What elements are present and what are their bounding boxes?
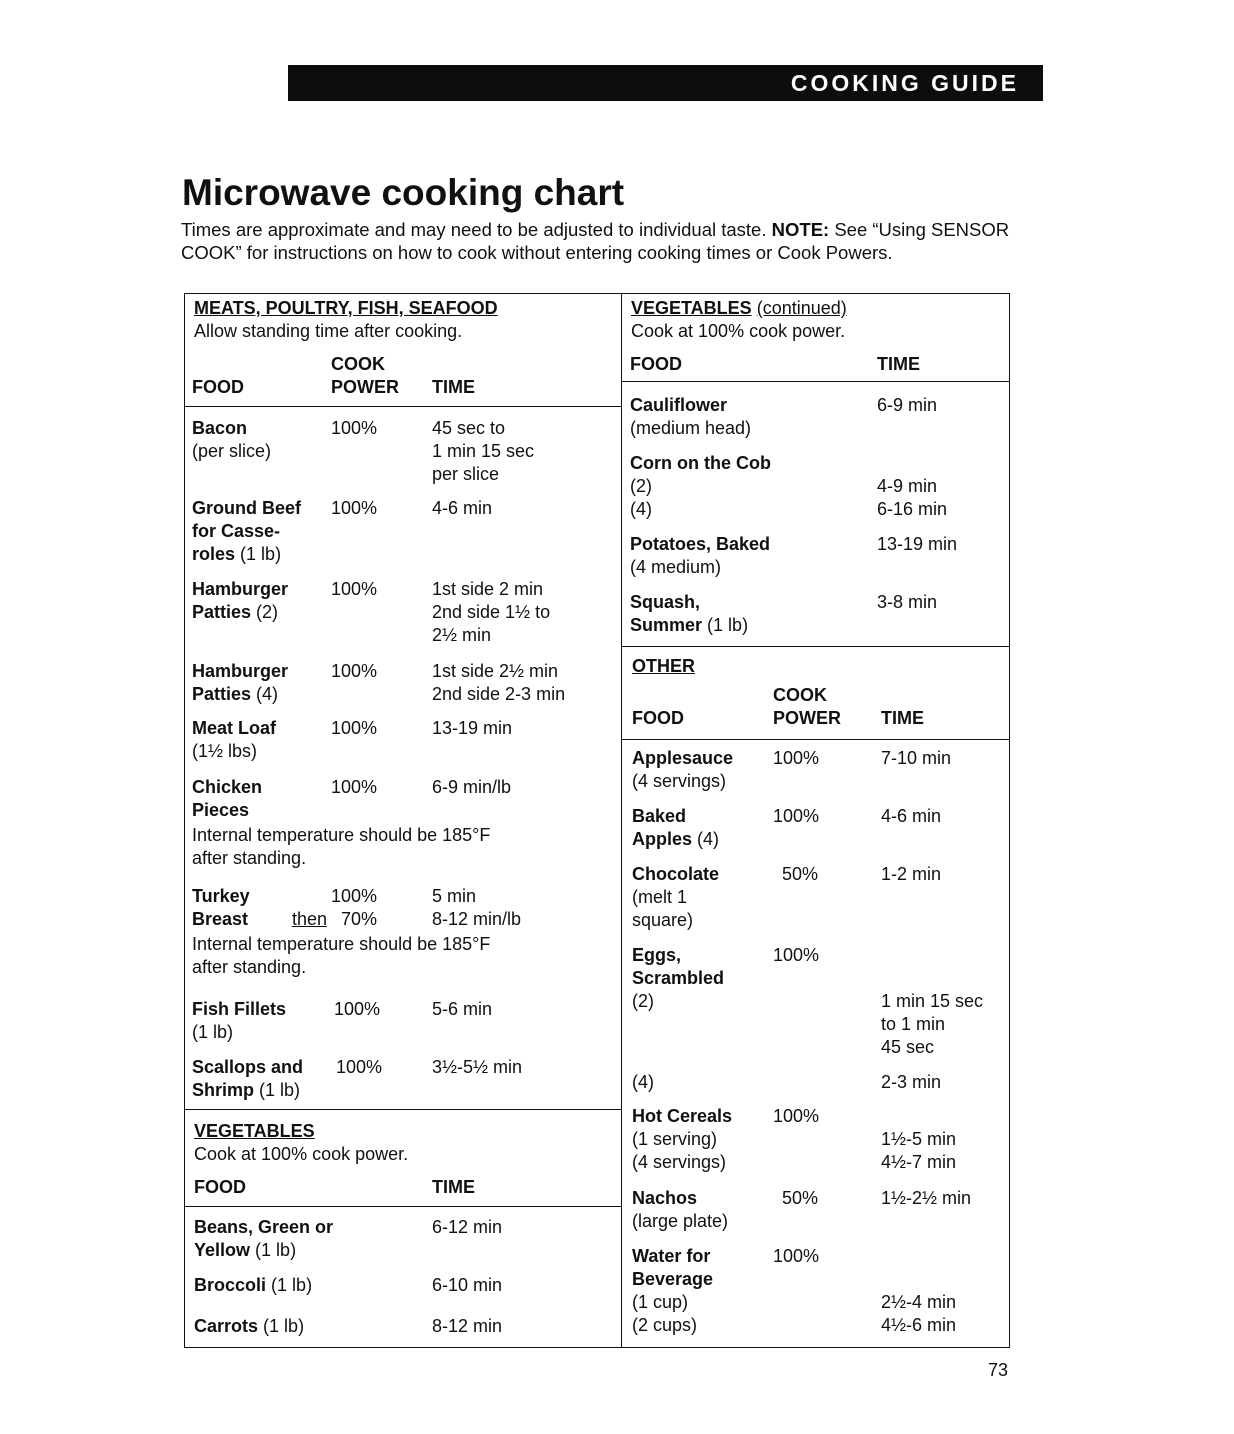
cook-time: 1½-2½ min [881,1188,972,1208]
food-qty: (4 servings) [632,771,727,791]
meats-section-title: MEATS, POULTRY, FISH, SEAFOOD [194,298,498,318]
cook-time: 6-9 min [877,395,938,415]
food-qty: (1 lb) [263,1316,305,1336]
cook-time: 6-10 min [432,1275,503,1295]
cook-time: 8-12 min/lb [432,909,522,929]
page-number: 73 [988,1360,1009,1380]
food-name: Breast [192,909,249,929]
food-name: Pieces [192,800,250,820]
food-name: Corn on the Cob [630,453,771,473]
intro-text-1: Times are approximate and may need to be adjusted to individual taste. [181,219,767,240]
cook-power: 50% [782,1188,819,1208]
cook-power: 100% [336,1057,383,1077]
vegetables-col-time: TIME [432,1177,475,1197]
food-qty: (4) [697,829,720,849]
food-name-row [194,1274,312,1297]
food-name-row [192,601,278,624]
food-qty: (1 serving) [632,1129,718,1149]
food-qty: (4 medium) [630,557,722,577]
cook-time: 7-10 min [881,748,952,768]
food-name: Fish Fillets [192,999,287,1019]
cook-time: 1-2 min [881,864,942,884]
cook-power: 100% [773,1106,820,1126]
food-name: Cauliflower [630,395,728,415]
cook-power: 70% [341,909,378,929]
cook-power: 50% [782,864,819,884]
vegetables-header-rule [185,1206,621,1207]
food-note: Internal temperature should be 185°F [192,825,491,845]
food-qty: (4) [632,1072,654,1092]
cook-time: 3½-5½ min [432,1057,523,1077]
cook-time: 1st side 2 min [432,579,544,599]
cook-power: 100% [773,748,820,768]
meats-col-cook: COOK [331,354,385,374]
food-name: Carrots [194,1316,259,1336]
food-qty: (1 lb) [707,615,749,635]
food-name: Scrambled [632,968,725,988]
page-title: Microwave cooking chart [182,172,625,213]
food-name: Yellow [194,1240,251,1260]
food-name: Summer [630,615,703,635]
food-name-row [192,1079,300,1102]
vegetables-section-title: VEGETABLES [194,1121,315,1141]
food-qty: (4) [630,499,652,519]
food-name: Apples [632,829,693,849]
food-qty: (large plate) [632,1211,729,1231]
cook-time: 4-6 min [432,498,493,518]
vegetables-note: Cook at 100% cook power. [194,1144,409,1164]
cook-time: 2½-4 min [881,1292,957,1312]
food-name: Hamburger [192,661,289,681]
cook-time: 6-12 min [432,1217,503,1237]
food-name: Hot Cereals [632,1106,733,1126]
cook-time: to 1 min [881,1014,946,1034]
food-name-row [194,1315,304,1338]
food-name: Beverage [632,1269,714,1289]
vegetables-col-food: FOOD [194,1177,246,1197]
food-qty: (1 lb) [255,1240,297,1260]
food-name: Bacon [192,418,248,438]
meats-col-power: POWER [331,377,400,397]
food-qty: (medium head) [630,418,752,438]
cook-time: 6-16 min [877,499,948,519]
cook-time: 1 min 15 sec [881,991,984,1011]
food-name: Hamburger [192,579,289,599]
food-name: for Casse- [192,521,281,541]
food-qty: (1½ lbs) [192,741,258,761]
food-name: Eggs, [632,945,682,965]
vegcont-note: Cook at 100% cook power. [631,321,846,341]
meats-header-rule [185,406,621,407]
food-name: Patties [192,602,252,622]
food-name: Squash, [630,592,701,612]
food-note: after standing. [192,848,307,868]
food-name: Water for [632,1246,711,1266]
food-qty: (1 cup) [632,1292,689,1312]
vegetables-section-rule [185,1109,621,1110]
cook-time: 4½-6 min [881,1315,957,1335]
cook-time: 1½-5 min [881,1129,957,1149]
food-name: roles [192,544,236,564]
food-name: Turkey [192,886,250,906]
food-qty: (4) [256,684,279,704]
intro-note-label: NOTE: [771,219,830,240]
food-qty: (1 lb) [240,544,282,564]
food-name: Applesauce [632,748,734,768]
cook-time: 2nd side 1½ to [432,602,551,622]
food-qty: (2) [630,476,652,496]
food-name: Scallops and [192,1057,304,1077]
other-section-title: OTHER [632,656,695,676]
intro-text-2: See “Using SENSOR COOK” for instructions on how to cook without entering cooking times or Cook Powers. [181,219,1010,263]
other-col-power: POWER [773,708,842,728]
cooking-chart-table [184,293,1010,1348]
cook-power: 100% [331,777,378,797]
cook-power: 100% [331,718,378,738]
food-qty: (per slice) [192,441,272,461]
cook-time: 13-19 min [432,718,513,738]
cook-time: 8-12 min [432,1316,503,1336]
food-qty: (4 servings) [632,1152,727,1172]
food-note: after standing. [192,957,307,977]
vegcont-header-rule [621,381,1009,382]
other-col-cook: COOK [773,685,827,705]
food-name-row [192,683,278,706]
food-qty: (2 cups) [632,1315,698,1335]
cook-time: 3-8 min [877,592,938,612]
food-name: Beans, Green or [194,1217,334,1237]
meats-col-time: TIME [432,377,475,397]
other-col-time: TIME [881,708,924,728]
vegcont-continued: (continued) [756,298,847,318]
food-name: Shrimp [192,1080,255,1100]
cook-time: 4½-7 min [881,1152,957,1172]
cook-power: 100% [773,806,820,826]
food-name-row [630,614,748,637]
food-name: Meat Loaf [192,718,277,738]
cook-time: 2½ min [432,625,492,645]
other-section-rule [621,646,1009,647]
then-label: then [292,909,328,929]
food-qty: (1 lb) [271,1275,313,1295]
cook-time: 4-9 min [877,476,938,496]
column-divider [621,294,622,1347]
food-name: Ground Beef [192,498,302,518]
cook-time: 45 sec to [432,418,506,438]
cook-power: 100% [331,886,378,906]
food-name-row [632,828,719,851]
meats-col-food: FOOD [192,377,244,397]
other-header-rule [621,739,1009,740]
food-name: Chocolate [632,864,720,884]
cook-time: 4-6 min [881,806,942,826]
food-name: Nachos [632,1188,698,1208]
vegcont-title: VEGETABLES [631,298,752,318]
cook-time: 5 min [432,886,477,906]
food-name-row [194,1239,296,1262]
section-banner [288,65,1043,101]
food-qty: (1 lb) [192,1022,234,1042]
food-name: Potatoes, Baked [630,534,771,554]
food-qty: (2) [632,991,654,1011]
food-name: Chicken [192,777,263,797]
food-name: Baked [632,806,687,826]
cook-power: 100% [773,1246,820,1266]
food-name-row [192,543,281,566]
banner-text: COOKING GUIDE [790,70,1019,96]
cook-power: 100% [331,661,378,681]
food-qty: (2) [256,602,279,622]
cook-power: 100% [334,999,381,1019]
food-qty: (melt 1 [632,887,688,907]
cook-power: 100% [331,498,378,518]
cook-time: 45 sec [881,1037,935,1057]
food-note: Internal temperature should be 185°F [192,934,491,954]
vegcont-col-time: TIME [877,354,920,374]
cook-time: per slice [432,464,500,484]
food-qty: square) [632,910,694,930]
cook-time: 2nd side 2-3 min [432,684,566,704]
meats-note: Allow standing time after cooking. [194,321,463,341]
food-qty: (1 lb) [259,1080,301,1100]
other-col-food: FOOD [632,708,684,728]
cook-time: 1 min 15 sec [432,441,535,461]
cook-power: 100% [773,945,820,965]
cook-time: 13-19 min [877,534,958,554]
food-name: Broccoli [194,1275,267,1295]
cook-power: 100% [331,579,378,599]
cook-time: 6-9 min/lb [432,777,512,797]
cook-time: 5-6 min [432,999,493,1019]
cook-power: 100% [331,418,378,438]
vegcont-col-food: FOOD [630,354,682,374]
cook-time: 1st side 2½ min [432,661,559,681]
cook-time: 2-3 min [881,1072,942,1092]
food-name: Patties [192,684,252,704]
intro-paragraph [181,219,1021,264]
vegcont-section-title [631,297,847,320]
